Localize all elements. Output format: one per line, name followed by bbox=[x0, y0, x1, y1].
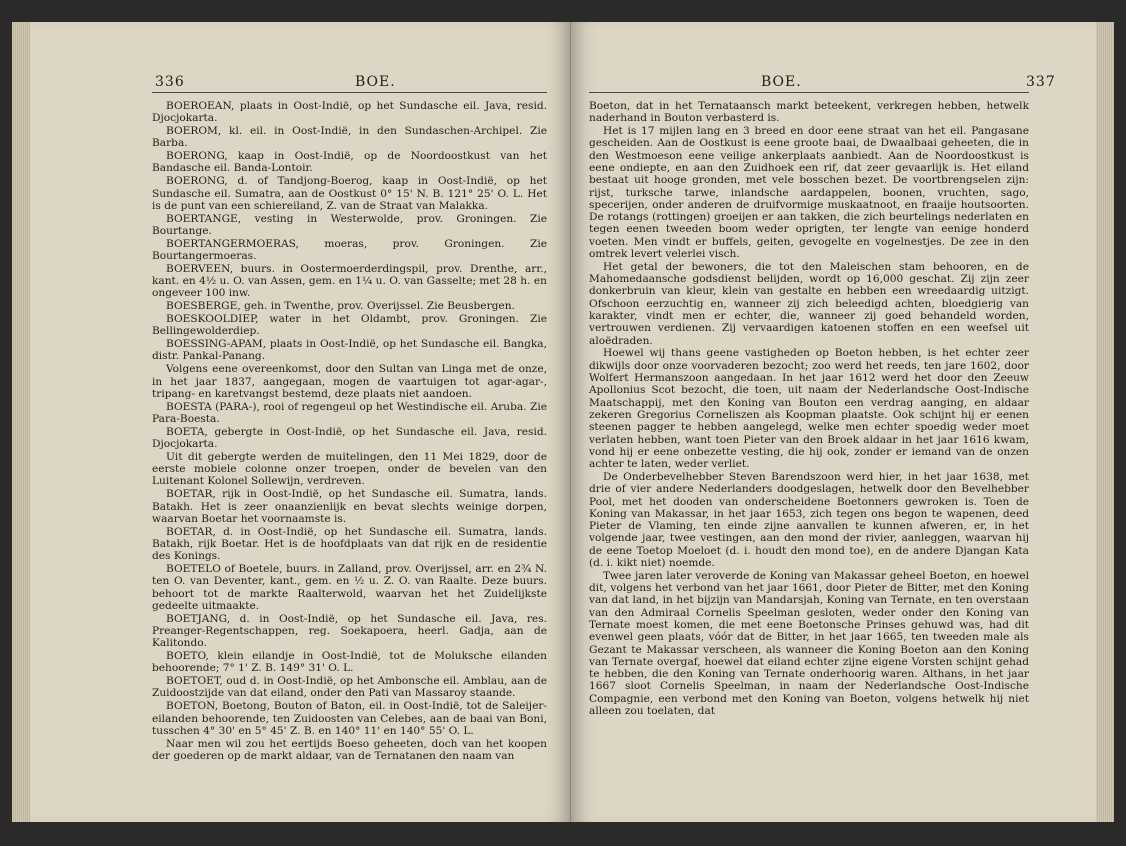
entry-boerveen: BOERVEEN, buurs. in Oostermoerderdingspil, prov. Drenthe, arr., kant. en 4½ u. O. van Assen, gem. en 1¼ u. O. van Gasselte; met 28 h. en ongeveer 100 inw. bbox=[152, 262, 547, 300]
right-column-text bbox=[589, 100, 1029, 718]
entry-boesberge: BOESBERGE, geh. in Twenthe, prov. Overijssel. Zie Beusbergen. bbox=[166, 300, 515, 313]
entry-boeto: BOETO, klein eilandje in Oost-Indië, tot de Moluksche eilanden behoorende; 7° 1' Z. B. 149° 31' O. L. bbox=[152, 650, 547, 675]
paragraph-history-2: De Onderbevelhebber Steven Barendszoon werd hier, in het jaar 1638, met drie of vier andere Nederlanders doodgeslagen, hetwelk door den Bevelhebber Pool, met het dooden van onderscheidene Boetonners gewroken is. Toen de Koning van Makassar, in het jaar 1653, zich tegen ons begon te wapenen, deed Pieter de Vlaming, ten einde zijne aanvallen te kunnen afweren, er, in het volgende jaar, twee vestingen, aan den mond der rivier, aanleggen, waarvan hij de eene Toetop Moeloet (d. i. houdt den mond toe), en de andere Djangan Kata (d. i. kikt niet) noemde. bbox=[589, 470, 1029, 569]
entry-boetar-1: BOETAR, rijk in Oost-Indië, op het Sundasche eil. Sumatra, lands. Batakh. Het is zeer onaanzienlijk en bevat slechts weinige dorpen, waarvan Boetar het voornaamste is. bbox=[152, 488, 547, 525]
paragraph-geography: Het is 17 mijlen lang en 3 breed en door eene straat van het eil. Pangasane gescheiden. Aan de Oostkust is eene groote baai, de Dwaalbaai geheeten, die in den Westmoeson eene veilige ankerplaats aanbiedt. Aan de Noordoostkust is eene ondiepte, en aan den Zuidhoek een rif, dat zeer gevaarlijk is. Het eiland bestaat uit hooge gronden, met vele bosschen bezet. De voortbrengselen zijn: rijst, turksche tarwe, inlandsche aardappelen, boonen, vruchten, sago, specerijen, onder anderen de druifvormige muskaatnoot, en fraaije houtsoorten. De rotangs (rottingen) groeijen er aan takken, die zich beurtelings nederlaten en tegen eenen tweeden boom weder oprigten, ter lengte van eenige honderd voeten. Men vindt er buffels, geiten, gevogelte en vogelnestjes. De zee in den omtrek levert velerlei visch. bbox=[589, 125, 1029, 261]
entry-boertangermoeras: BOERTANGERMOERAS, moeras, prov. Groningen. Zie Bourtangermoeras. bbox=[152, 237, 547, 263]
paragraph-history-3: Twee jaren later veroverde de Koning van Makassar geheel Boeton, en hoewel dit, volgens het verbond van het jaar 1661, door Pieter de Bitter, met den Koning van dat land, in het bijzijn van Mandarsjah, Koning van Ternate, en ten overstaan van den Admiraal Cornelis Speelman gesloten, weder onder den Koning van Ternate moest komen, die met eene Boetonsche Prinses gehuwd was, had dit evenwel geen plaats, vóór dat de Bitter, in het jaar 1665, ten tweeden male als Gezant te Makassar verscheen, als wanneer die Koning Boeton aan den Koning van Ternate overgaf, hoewel dat eiland echter zijne eigene Vorsten schijnt gehad te hebben, die den Koning van Ternate onderhoorig waren. Althans, in het jaar 1667 sloot Cornelis Speelman, in naam der Nederlandsche Oost-Indische Compagnie, een verbond met den Koning van Boeton, volgens hetwelk hij niet alleen zou toelaten, dat bbox=[589, 569, 1029, 718]
entry-boertange: BOERTANGE, vesting in Westerwolde, prov. Groningen. Zie Bourtange. bbox=[152, 212, 547, 237]
entry-boetjang: BOETJANG, d. in Oost-Indië, op het Sundasche eil. Java, res. Preanger-Regentschappen, reg. Soekapoera, heerl. Gadja, aan de Kalitondo. bbox=[152, 612, 547, 650]
right-page bbox=[571, 22, 1096, 822]
running-head: BOE. bbox=[355, 74, 396, 90]
head-rule bbox=[589, 92, 1029, 93]
paragraph-inhabitants: Het getal der bewoners, die tot den Maleischen stam behooren, en de Mahomedaansche godsdienst belijden, wordt op 16,000 geschat. Zij zijn zeer donkerbruin van kleur, klein van gestalte en hebben een wreedaardig uitzigt. Ofschoon eerzuchtig en, wanneer zij zich beleedigd achten, bloedgierig van karakter, vindt men er echter, die, wanneer zij goed behandeld worden, vertrouwen verdienen. Zij vervaardigen katoenen stoffen en een weefsel uit aloëdraden. bbox=[589, 260, 1029, 347]
entry-boerong-2: BOERONG, d. of Tandjong-Boerog, kaap in Oost-Indië, op het Sundasche eil. Sumatra, aan de Oostkust 0° 15' N. B. 121° 25' O. L. Het is de punt van een schiereiland, Z. van de Straat van Malakka. bbox=[152, 175, 547, 212]
entry-boeskooldiep: BOESKOOLDIEP, water in het Oldambt, prov. Groningen. Zie Bellingewolderdiep. bbox=[152, 313, 547, 338]
entry-boetelo: BOETELO of Boetele, buurs. in Zalland, prov. Overijssel, arr. en 2¾ N. ten O. van Deventer, kant., gem. en ½ u. Z. O. van Raalte. Deze buurs. behoort tot de markte Raalterwold, waarvan het het Zuidelijkste gedeelte uitmaakte. bbox=[152, 562, 547, 612]
page-edges-left bbox=[12, 22, 30, 822]
running-head: BOE. bbox=[761, 74, 802, 90]
entry-boeton: BOETON, Boetong, Bouton of Baton, eil. in Oost-Indië, tot de Saleijer-eilanden behoorende, ten Zuidoosten van Celebes, aan de baai van Boni, tusschen 4° 30' en 5° 45' Z. B. en 140° 11' en 140° 55' O. L. bbox=[152, 700, 547, 737]
entry-boessing-apam-note: Volgens eene overeenkomst, door den Sultan van Linga met de onze, in het jaar 1837, aangegaan, mogen de vaartuigen tot agar-agar-, tripang- en karetvangst bestemd, deze plaats niet aandoen. bbox=[152, 363, 547, 400]
page-number: 336 bbox=[155, 74, 185, 90]
head-rule bbox=[152, 92, 547, 93]
page-edges-right bbox=[1096, 22, 1114, 822]
entry-boesta: BOESTA (PARA-), rooi of regengeul op het Westindische eil. Aruba. Zie Para-Boesta. bbox=[152, 400, 547, 425]
entry-boeta: BOETA, gebergte in Oost-Indië, op het Sundasche eil. Java, resid. Djocjokarta. bbox=[152, 425, 547, 451]
entry-boessing-apam: BOESSING-APAM, plaats in Oost-Indië, op het Sundasche eil. Bangka, distr. Pankal-Panang. bbox=[152, 338, 547, 363]
entry-boetar-2: BOETAR, d. in Oost-Indië, op het Sundasche eil. Sumatra, lands. Batakh, rijk Boetar. Het is de hoofdplaats van dat rijk en de residentie des Konings. bbox=[152, 525, 547, 563]
entry-boeta-note: Uit dit gebergte werden de muitelingen, den 11 Mei 1829, door de eerste mobiele colonne onzer troepen, onder de bevelen van den Luitenant Kolonel Sollewijn, verdreven. bbox=[152, 450, 547, 488]
entry-boeroean: BOEROEAN, plaats in Oost-Indië, op het Sundasche eil. Java, resid. Djocjokarta. bbox=[152, 100, 547, 125]
entry-boetoet: BOETOET, oud d. in Oost-Indië, op het Ambonsche eil. Amblau, aan de Zuidoostzijde van dat eiland, onder den Pati van Massaroy staande. bbox=[152, 675, 547, 700]
page-number: 337 bbox=[1026, 74, 1056, 90]
left-column-text bbox=[152, 100, 547, 763]
paragraph-history-1: Hoewel wij thans geene vastigheden op Boeton hebben, is het echter zeer dikwijls door onze voorvaderen bezocht; zoo werd het reeds, ten jare 1602, door Wolfert Hermanszoon aangedaan. In het jaar 1612 werd het door den Zeeuw Apollonius Scot bezocht, die toen, uit naam der Nederlandsche Oost-Indische Maatschappij, met den Koning van Bouton een verdrag aanging, en aldaar zekeren Gregorius Corneliszen als Koopman plaatste. Ook schijnt hij er eenen steenen pagger te hebben aangelegd, welke men echter spoedig weder moet verlaten hebben, want toen Pieter van den Broek aldaar in het jaar 1616 kwam, vond hij er eene onbezette vesting, die hij ook, zonder er iemand van de onzen achter te laten, weder verliet. bbox=[589, 347, 1029, 471]
paragraph-continuation: Boeton, dat in het Ternataansch markt beteekent, verkregen hebben, hetwelk naderhand in Bouton verbasterd is. bbox=[589, 100, 1029, 125]
left-page bbox=[30, 22, 571, 822]
entry-boerom: BOEROM, kl. eil. in Oost-Indië, in den Sundaschen-Archipel. Zie Barba. bbox=[152, 125, 547, 150]
book-spread bbox=[30, 22, 1096, 822]
entry-boeton-note: Naar men wil zou het eertijds Boeso geheeten, doch van het koopen der goederen op de markt aldaar, van de Ternatanen den naam van bbox=[152, 737, 547, 762]
entry-boerong-1: BOERONG, kaap in Oost-Indië, op de Noordoostkust van het Bandasche eil. Banda-Lontoir. bbox=[152, 150, 547, 175]
